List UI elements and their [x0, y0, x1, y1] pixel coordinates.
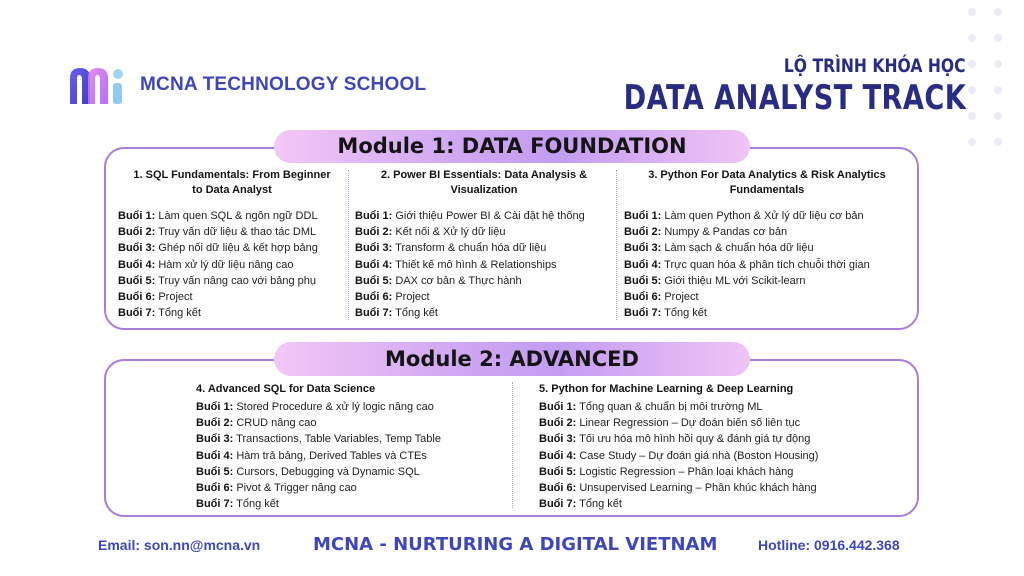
list-item: Buổi 6: Project [118, 291, 193, 304]
list-item: Buổi 7: Tổng kết [118, 307, 201, 320]
lesson-list [355, 208, 613, 321]
module-2-title: Module 2: ADVANCED [274, 342, 750, 376]
course-title: 4. Advanced SQL for Data Science [196, 383, 376, 395]
list-item: Buổi 5: Truy vấn nâng cao với bảng phụ [118, 274, 316, 287]
course-title: 3. Python For Data Analytics & Risk Analytics Fundamentals [648, 169, 886, 196]
list-item: Buổi 5: Giới thiệu ML với Scikit-learn [624, 274, 806, 287]
list-item: Buổi 6: Project [355, 291, 430, 304]
list-item: Buổi 1: Stored Procedure & xử lý logic nâng cao [196, 401, 434, 413]
course-5 [539, 382, 869, 512]
footer-slogan: MCNA - NURTURING A DIGITAL VIETNAM [313, 534, 718, 555]
list-item: Buổi 7: Tổng kết [355, 307, 438, 320]
footer-hotline[interactable]: Hotline: 0916.442.368 [758, 537, 900, 553]
list-item: Buổi 7: Tổng kết [196, 498, 279, 511]
list-item: Buổi 3: Transform & chuẩn hóa dữ liệu [355, 242, 547, 255]
lesson-list [196, 399, 496, 512]
course-title: 5. Python for Machine Learning & Deep Learning [539, 383, 794, 395]
list-item: Buổi 7: Tổng kết [539, 498, 622, 511]
column-divider [616, 170, 617, 320]
list-item: Buổi 1: Giới thiệu Power BI & Cài đặt hệ thống [355, 210, 585, 222]
course-4 [196, 382, 496, 512]
list-item: Buổi 3: Transactions, Table Variables, Temp Table [196, 433, 441, 446]
list-item: Buổi 1: Làm quen Python & Xử lý dữ liệu cơ bản [624, 210, 864, 222]
list-item: Buổi 3: Làm sạch & chuẩn hóa dữ liệu [624, 242, 814, 255]
list-item: Buổi 2: CRUD nâng cao [196, 417, 317, 430]
list-item: Buổi 4: Case Study – Dự đoán giá nhà (Boston Housing) [539, 449, 819, 462]
track-subtitle: LỘ TRÌNH KHÓA HỌC [784, 55, 966, 77]
mcna-logo-icon [66, 64, 126, 106]
list-item: Buổi 7: Tổng kết [624, 307, 707, 320]
footer-email[interactable]: Email: son.nn@mcna.vn [98, 537, 261, 553]
list-item: Buổi 5: DAX cơ bản & Thực hành [355, 274, 522, 287]
list-item: Buổi 4: Hàm xử lý dữ liệu nâng cao [118, 258, 294, 271]
list-item: Buổi 6: Unsupervised Learning – Phân khúc khách hàng [539, 482, 817, 495]
module-1-title: Module 1: DATA FOUNDATION [274, 130, 750, 163]
course-title: 1. SQL Fundamentals: From Beginner to Data Analyst [133, 169, 331, 196]
list-item: Buổi 3: Tối ưu hóa mô hình hồi quy & đánh giá tự động [539, 433, 811, 446]
course-2 [355, 168, 613, 321]
track-title: DATA ANALYST TRACK [623, 78, 966, 118]
list-item: Buổi 4: Thiết kế mô hình & Relationships [355, 258, 557, 271]
list-item: Buổi 2: Kết nối & Xử lý dữ liệu [355, 226, 506, 239]
lesson-list [624, 208, 910, 321]
list-item: Buổi 4: Hàm trả bảng, Derived Tables và CTEs [196, 449, 427, 462]
course-title: 2. Power BI Essentials: Data Analysis & Visualization [380, 169, 588, 196]
list-item: Buổi 6: Pivot & Trigger nâng cao [196, 482, 357, 495]
school-name: MCNA TECHNOLOGY SCHOOL [140, 74, 427, 95]
list-item: Buổi 6: Project [624, 291, 699, 304]
list-item: Buổi 5: Cursors, Debugging và Dynamic SQL [196, 465, 420, 478]
course-1 [118, 168, 346, 321]
list-item: Buổi 3: Ghép nối dữ liệu & kết hợp bảng [118, 242, 318, 255]
list-item: Buổi 4: Trực quan hóa & phân tích chuỗi thời gian [624, 258, 870, 271]
lesson-list [118, 208, 346, 321]
list-item: Buổi 1: Tổng quan & chuẩn bị môi trường ML [539, 401, 763, 413]
list-item: Buổi 2: Linear Regression – Dự đoán biến số liên tục [539, 417, 801, 430]
column-divider [512, 382, 513, 508]
list-item: Buổi 2: Truy vấn dữ liệu & thao tác DML [118, 226, 317, 239]
list-item: Buổi 2: Numpy & Pandas cơ bản [624, 226, 788, 239]
course-3 [624, 168, 910, 321]
lesson-list [539, 399, 869, 512]
list-item: Buổi 1: Làm quen SQL & ngôn ngữ DDL [118, 210, 318, 222]
column-divider [348, 170, 349, 320]
list-item: Buổi 5: Logistic Regression – Phân loại khách hàng [539, 465, 794, 478]
